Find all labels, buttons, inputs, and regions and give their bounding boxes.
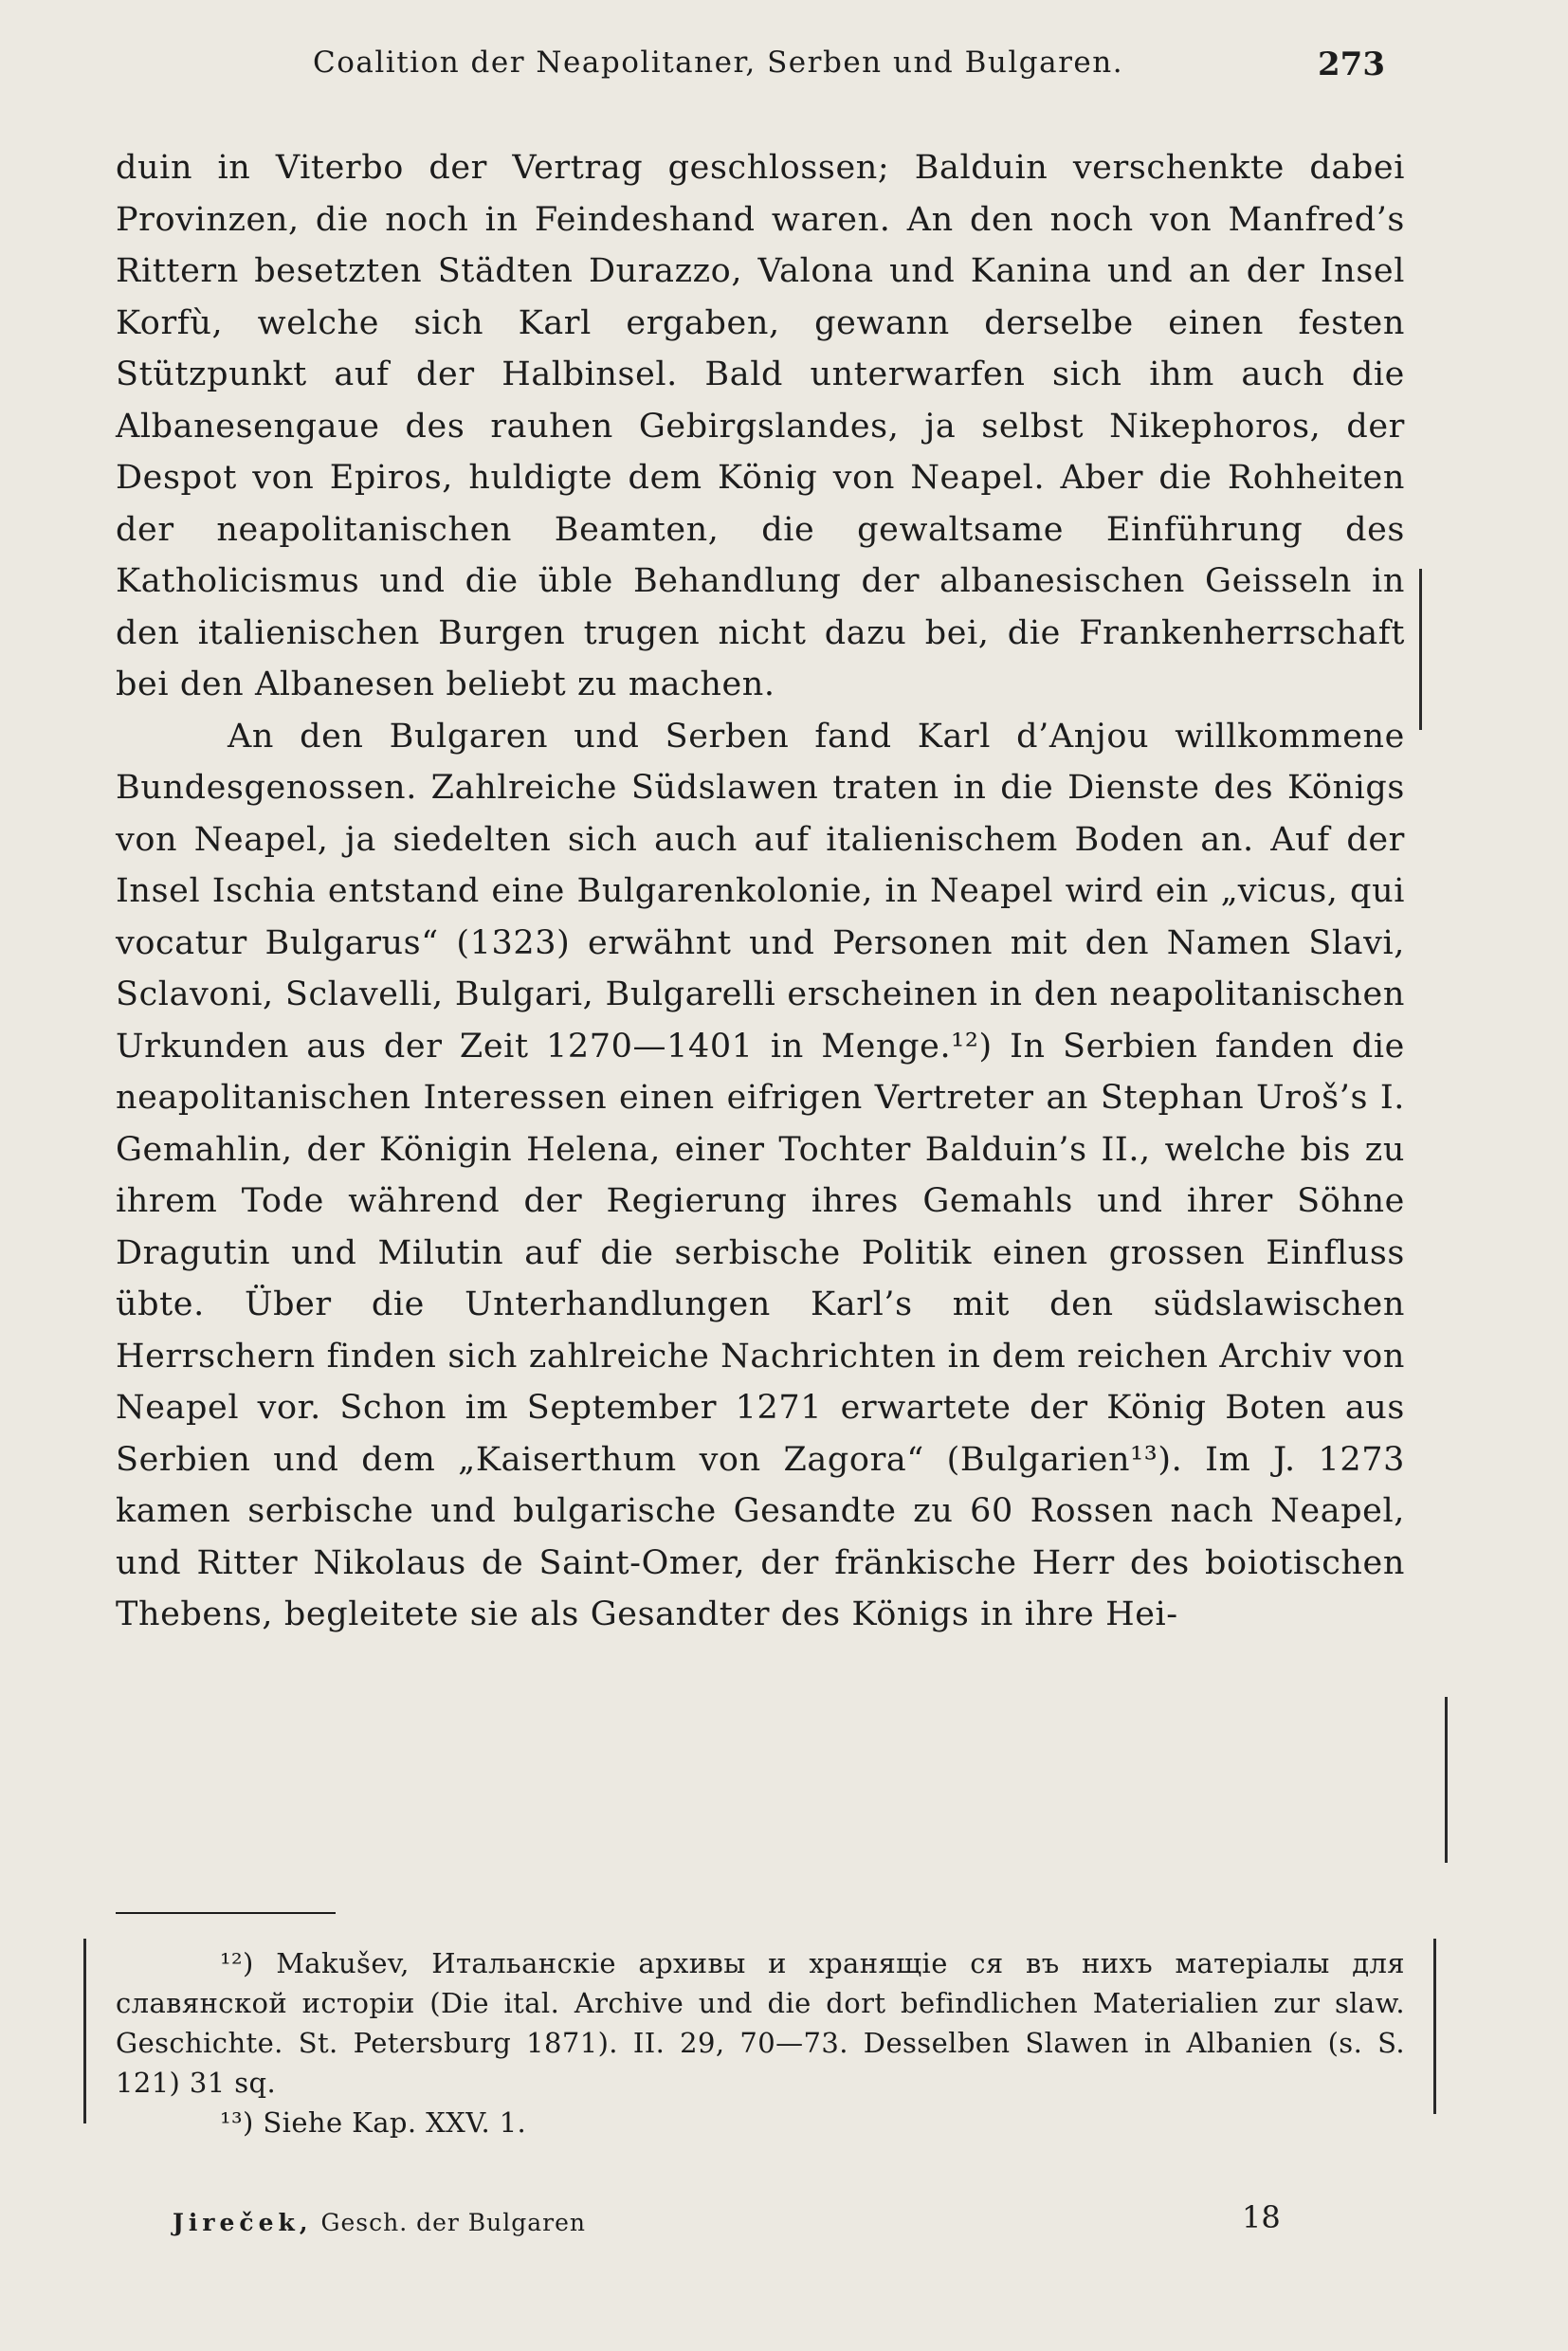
footnote-13: ¹³) Siehe Kap. XXV. 1. [220, 2106, 527, 2139]
page-number: 273 [1318, 46, 1385, 83]
footnote-12: ¹²) Makušev, Итальанскіе архивы и хранящіе ся въ нихъ матеріалы для славянской исторіи (Die ital. Archive und die dort befindlichen Materialien zur slaw. Geschichte. St. Petersburg 1871). II. 29, 70—73. Desselben Slawen in Albanien (s. S. 121) 31 sq. [116, 1947, 1405, 2099]
signature-author: Jireček, [173, 2209, 313, 2236]
footnotes [116, 1943, 1405, 2142]
sheet-number: 18 [1242, 2199, 1281, 2235]
margin-mark-right-footnote [1433, 1939, 1436, 2114]
paragraph-2: An den Bulgaren und Serben fand Karl d’Anjou willkommene Bundesgenossen. Zahlreiche Südslawen traten in die Dienste des Königs von Neapel, ja siedelten sich auch auf italienischem Boden an. Auf der Insel Ischia entstand eine Bulgarenkolonie, in Neapel wird ein „vicus, qui vocatur Bulgarus“ (1323) erwähnt und Personen mit den Namen Slavi, Sclavoni, Sclavelli, Bulgari, Bulgarelli erscheinen in den neapolitanischen Urkunden aus der Zeit 1270—1401 in Menge.¹²) In Serbien fanden die neapolitanischen Interessen einen eifrigen Vertreter an Stephan Uroš’s I. Gemahlin, der Königin Helena, einer Tochter Balduin’s II., welche bis zu ihrem Tode während der Regierung ihres Gemahls und ihrer Söhne Dragutin und Milutin auf die serbische Politik einen grossen Einfluss übte. Über die Unterhandlungen Karl’s mit den südslawischen Herrschern finden sich zahlreiche Nachrichten in dem reichen Archiv von Neapel vor. Schon im September 1271 erwartete der König Boten aus Serbien und dem „Kaiserthum von Zagora“ (Bulgarien¹³). Im J. 1273 kamen serbische und bulgarische Gesandte zu 60 Rossen nach Neapel, und Ritter Nikolaus de Saint-Omer, der fränkische Herr des boiotischen Thebens, begleitete sie als Gesandter des Königs in ihre Hei- [116, 717, 1405, 1633]
running-head [0, 46, 1568, 93]
paragraph-1: duin in Viterbo der Vertrag geschlossen; Balduin verschenkte dabei Provinzen, die noch in Feindeshand waren. An den noch von Manfred’s Rittern besetzten Städten Durazzo, Valona und Kanina und an der Insel Korfù, welche sich Karl ergaben, gewann derselbe einen festen Stützpunkt auf der Halbinsel. Bald unterwarfen sich ihm auch die Albanesengaue des rauhen Gebirgslandes, ja selbst Nikephoros, der Despot von Epiros, huldigte dem König von Neapel. Aber die Rohheiten der neapolitanischen Beamten, die gewaltsame Einführung des Katholicismus und die üble Behandlung der albanesischen Geisseln in den italienischen Burgen trugen nicht dazu bei, die Frankenherrschaft bei den Albanesen beliebt zu machen. [116, 149, 1405, 703]
signature-work: Gesch. der Bulgaren [320, 2209, 587, 2236]
body-text [116, 142, 1405, 1641]
margin-mark-left-footnote [83, 1939, 86, 2123]
margin-mark-right-lower [1445, 1697, 1448, 1863]
signature-line [173, 2209, 586, 2236]
running-title: Coalition der Neapolitaner, Serben und Bulgaren. [313, 46, 1124, 80]
margin-mark-right-upper [1419, 569, 1422, 730]
footnote-rule [116, 1912, 336, 1914]
